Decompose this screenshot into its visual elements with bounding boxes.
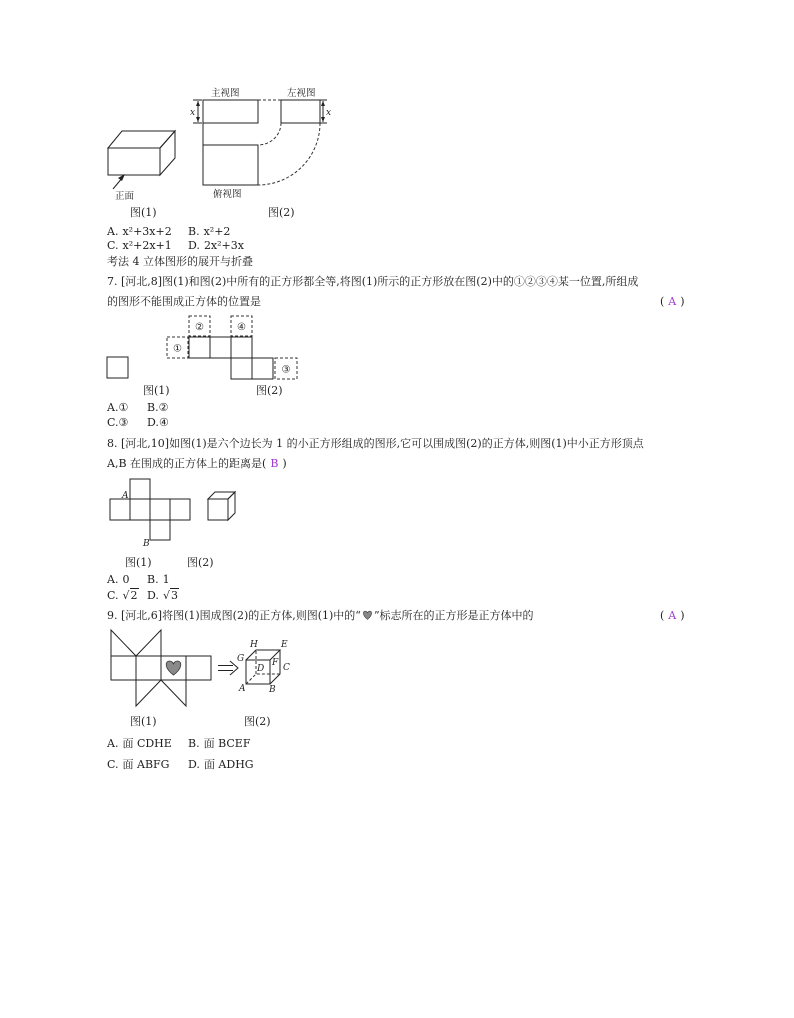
q7-fig1	[107, 357, 128, 378]
option-text: 面 ADHG	[203, 758, 254, 771]
position-1-label: ①	[173, 343, 182, 355]
net-square	[136, 656, 161, 680]
q8-option-a	[107, 573, 129, 587]
dim-left-label: x	[190, 108, 196, 118]
cuboid-front-face	[108, 148, 160, 175]
answer-letter: A	[668, 609, 677, 622]
q9-answer	[660, 609, 685, 623]
q7-option-b	[147, 401, 168, 415]
cube-label-d: D	[257, 664, 265, 674]
answer-paren-close: )	[282, 457, 287, 470]
cuboid-top-face	[108, 131, 175, 148]
option-letter: B.	[188, 737, 200, 750]
q9-fig1-net	[111, 630, 238, 706]
option-text: 1	[162, 573, 170, 586]
option-text: ②	[158, 401, 169, 414]
heart-icon	[362, 610, 373, 620]
q8-fig2-caption: 图(2)	[187, 556, 214, 569]
net-square	[130, 479, 150, 499]
cube-label-h: H	[250, 640, 258, 650]
cube-label-g: G	[237, 654, 245, 664]
net-square	[150, 499, 170, 520]
answer-paren-close: )	[680, 295, 685, 308]
net-square	[130, 499, 150, 520]
cube-front-face	[208, 499, 228, 520]
net-top-triangles	[111, 630, 161, 656]
option-letter: D.	[188, 239, 200, 252]
dim-left-arrow-down-icon	[196, 117, 200, 122]
q9-fig2-caption: 图(2)	[244, 715, 271, 728]
q8-fig1-net	[110, 479, 190, 549]
position-3-label: ③	[281, 364, 291, 376]
option-text: 面 BCEF	[203, 737, 251, 750]
net-square	[189, 337, 210, 358]
top-view-label: 俯视图	[213, 189, 242, 200]
option-text: ④	[158, 416, 169, 429]
option-letter: C.	[107, 589, 119, 602]
radical-sign: √	[122, 589, 130, 602]
q6-fig1-cuboid	[108, 131, 175, 202]
q8-option-b	[147, 573, 170, 587]
dim-left-arrow-up-icon	[196, 101, 200, 106]
option-letter: A.	[107, 737, 119, 750]
option-text: 2x²+3x	[203, 239, 244, 252]
q6-option-b	[188, 225, 230, 239]
answer-paren-open: (	[660, 609, 665, 622]
q8-option-c	[107, 589, 139, 603]
position-4-label: ④	[237, 322, 246, 333]
q9-question-line	[107, 609, 534, 623]
answer-letter: B	[270, 457, 279, 470]
dim-right-label: x	[326, 108, 332, 118]
net-square	[210, 337, 231, 358]
answer-letter: A	[668, 295, 677, 308]
main-view-label: 主视图	[211, 88, 240, 99]
answer-paren-open: (	[660, 295, 665, 308]
q7-fig2-net	[167, 316, 297, 379]
net-square	[111, 656, 136, 680]
q7-question-line2: 的图形不能围成正方体的位置是	[107, 295, 261, 308]
q6-option-a	[107, 225, 172, 239]
front-label: 正面	[115, 191, 135, 202]
option-letter: B.	[147, 401, 159, 414]
option-letter: A.	[107, 573, 119, 586]
q9-option-a	[107, 737, 172, 751]
option-text: ③	[118, 416, 129, 429]
option-text: x²+3x+2	[122, 225, 172, 238]
q8-question-line2	[107, 457, 287, 471]
option-text: 面 ABFG	[122, 758, 170, 771]
q8-option-d	[147, 589, 179, 603]
net-square	[186, 656, 211, 680]
dim-right-arrow-down-icon	[321, 117, 325, 122]
net-square	[231, 358, 252, 379]
q8-fig2-cube	[208, 492, 235, 520]
top-view-rect	[203, 145, 258, 185]
q7-option-a	[107, 401, 128, 415]
q7-option-c	[107, 416, 128, 430]
heart-icon	[166, 661, 181, 675]
option-text: x²+2x+1	[122, 239, 172, 252]
net-square	[110, 499, 130, 520]
q6-fig2-caption: 图(2)	[268, 206, 295, 219]
q6-option-d	[188, 239, 244, 253]
cuboid-right-face	[160, 131, 175, 175]
double-arrow-icon	[218, 661, 238, 675]
q9-option-b	[188, 737, 250, 751]
option-text: 0	[122, 573, 130, 586]
option-letter: B.	[188, 225, 200, 238]
single-square	[107, 357, 128, 378]
main-view-rect	[203, 100, 258, 123]
q8-question-line2-text: A,B 在围成的正方体上的距离是(	[107, 457, 267, 470]
option-letter: D.	[147, 416, 159, 429]
left-view-rect	[281, 100, 320, 123]
option-letter: C.	[107, 416, 119, 429]
net-bottom-triangles	[136, 680, 186, 706]
q7-question-line1: 7. [河北,8]图(1)和图(2)中所有的正方形都全等,将图(1)所示的正方形放在图(2)中的①②③④某一位置,所组成	[107, 275, 639, 288]
option-letter: C.	[107, 758, 119, 771]
dim-right-arrow-up-icon	[321, 101, 325, 106]
cube-right-face	[228, 492, 235, 520]
q7-option-d	[147, 416, 169, 430]
q9-option-c	[107, 758, 169, 772]
vertex-b-label: B	[143, 539, 150, 549]
q8-fig1-caption: 图(1)	[125, 556, 152, 569]
cube-label-b: B	[269, 685, 276, 695]
radical-sign: √	[162, 589, 170, 602]
net-square	[150, 520, 170, 540]
answer-paren-close: )	[680, 609, 685, 622]
net-square	[170, 499, 190, 520]
q9-question-prefix: 9. [河北,6]将图(1)围成图(2)的正方体,则图(1)中的“	[107, 609, 361, 622]
option-letter: B.	[147, 573, 159, 586]
position-2-label: ②	[195, 322, 204, 333]
option-letter: D.	[147, 589, 159, 602]
net-square	[252, 358, 273, 379]
vertex-a-label: A	[122, 491, 129, 501]
cube-label-e: E	[281, 640, 288, 650]
option-letter: A.	[107, 225, 119, 238]
option-letter: C.	[107, 239, 119, 252]
q6-fig2-three-views	[190, 87, 331, 200]
q7-fig2-caption: 图(2)	[256, 384, 283, 397]
q7-answer	[660, 295, 685, 309]
option-letter: A.	[107, 401, 119, 414]
q9-question-suffix: ”标志所在的正方形是正方体中的	[373, 609, 534, 622]
option-text: 面 CDHE	[122, 737, 172, 750]
q8-question-line1: 8. [河北,10]如图(1)是六个边长为 1 的小正方形组成的图形,它可以围成图(2)的正方体,则图(1)中小正方形顶点	[107, 437, 644, 450]
section-heading: 考法 4 立体图形的展开与折叠	[107, 255, 253, 268]
q9-fig2-cube	[237, 640, 290, 695]
q7-fig1-caption: 图(1)	[143, 384, 170, 397]
q6-option-c	[107, 239, 172, 253]
q9-fig1-caption: 图(1)	[130, 715, 157, 728]
left-view-label: 左视图	[287, 88, 316, 99]
option-letter: D.	[188, 758, 200, 771]
q9-option-d	[188, 758, 254, 772]
cube-label-a: A	[239, 684, 246, 694]
option-text: x²+2	[203, 225, 231, 238]
radicand: 2	[130, 589, 138, 602]
option-text: ①	[118, 401, 129, 414]
projection-inner-arc	[258, 123, 281, 145]
projection-outer-arc	[258, 123, 320, 185]
radicand: 3	[170, 589, 178, 602]
net-square	[231, 337, 252, 358]
cube-label-f: F	[272, 658, 279, 668]
q6-fig1-caption: 图(1)	[130, 206, 157, 219]
cube-label-c: C	[283, 663, 290, 673]
